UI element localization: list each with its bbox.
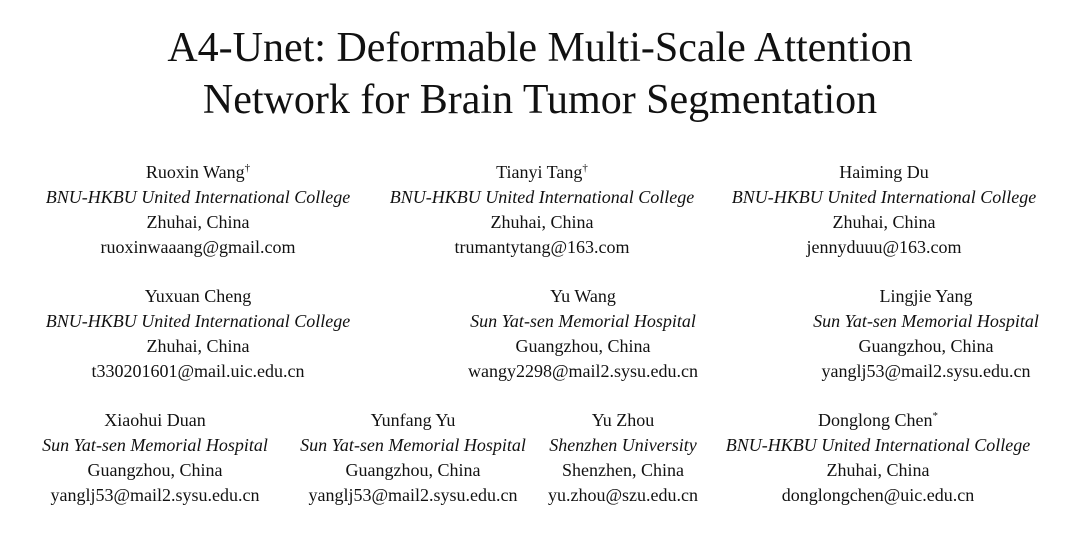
author-location: Guangzhou, China <box>87 460 223 480</box>
author-affiliation: Sun Yat-sen Memorial Hospital <box>813 311 1039 331</box>
author-block <box>26 284 370 384</box>
author-block <box>26 160 370 260</box>
author-affiliation: Sun Yat-sen Memorial Hospital <box>470 311 696 331</box>
author-affiliation: BNU-HKBU United International College <box>45 187 351 207</box>
author-email: jennyduuu@163.com <box>806 237 962 257</box>
author-location: Zhuhai, China <box>146 212 250 232</box>
author-block <box>370 160 714 260</box>
author-location: Guangzhou, China <box>345 460 481 480</box>
paper-title <box>0 22 1080 126</box>
author-name: Yu Wang <box>550 286 616 306</box>
author-affiliation: Sun Yat-sen Memorial Hospital <box>300 435 526 455</box>
author-name: Haiming Du <box>839 162 929 182</box>
author-location: Zhuhai, China <box>832 212 936 232</box>
author-email: donglongchen@uic.edu.cn <box>781 485 975 505</box>
author-affiliation: BNU-HKBU United International College <box>389 187 695 207</box>
author-email: trumantytang@163.com <box>454 237 630 257</box>
author-block <box>712 160 1056 260</box>
author-email: wangy2298@mail2.sysu.edu.cn <box>467 361 699 381</box>
author-name: Yunfang Yu <box>370 410 456 430</box>
author-email: yanglj53@mail2.sysu.edu.cn <box>308 485 518 505</box>
author-block <box>540 408 706 508</box>
author-location: Zhuhai, China <box>490 212 594 232</box>
author-location: Guangzhou, China <box>515 336 651 356</box>
author-location: Zhuhai, China <box>826 460 930 480</box>
author-location: Shenzhen, China <box>562 460 684 480</box>
author-block <box>411 284 755 384</box>
author-email: yanglj53@mail2.sysu.edu.cn <box>821 361 1031 381</box>
author-affiliation: BNU-HKBU United International College <box>45 311 351 331</box>
author-email: yanglj53@mail2.sysu.edu.cn <box>50 485 260 505</box>
author-affiliation: Sun Yat-sen Memorial Hospital <box>42 435 268 455</box>
author-email: t330201601@mail.uic.edu.cn <box>91 361 305 381</box>
author-block <box>754 284 1080 384</box>
author-mark: * <box>932 410 938 422</box>
title-line-1: A4-Unet: Deformable Multi-Scale Attention <box>167 25 913 71</box>
author-location: Zhuhai, China <box>146 336 250 356</box>
author-block <box>284 408 542 508</box>
author-name: Yu Zhou <box>591 410 655 430</box>
author-block <box>26 408 284 508</box>
author-mark: † <box>582 162 588 174</box>
author-name: Yuxuan Cheng <box>144 286 252 306</box>
author-name: Donglong Chen <box>818 410 933 430</box>
author-email: ruoxinwaaang@gmail.com <box>100 237 296 257</box>
title-line-2: Network for Brain Tumor Segmentation <box>202 77 878 123</box>
author-affiliation: BNU-HKBU United International College <box>731 187 1037 207</box>
author-email: yu.zhou@szu.edu.cn <box>547 485 699 505</box>
author-mark: † <box>244 162 251 174</box>
author-name: Lingjie Yang <box>879 286 973 306</box>
author-affiliation: Shenzhen University <box>549 435 697 455</box>
author-affiliation: BNU-HKBU United International College <box>725 435 1031 455</box>
author-name: Xiaohui Duan <box>104 410 206 430</box>
author-location: Guangzhou, China <box>858 336 994 356</box>
author-name: Tianyi Tang <box>496 162 583 182</box>
author-name: Ruoxin Wang <box>145 162 245 182</box>
author-block <box>706 408 1050 508</box>
